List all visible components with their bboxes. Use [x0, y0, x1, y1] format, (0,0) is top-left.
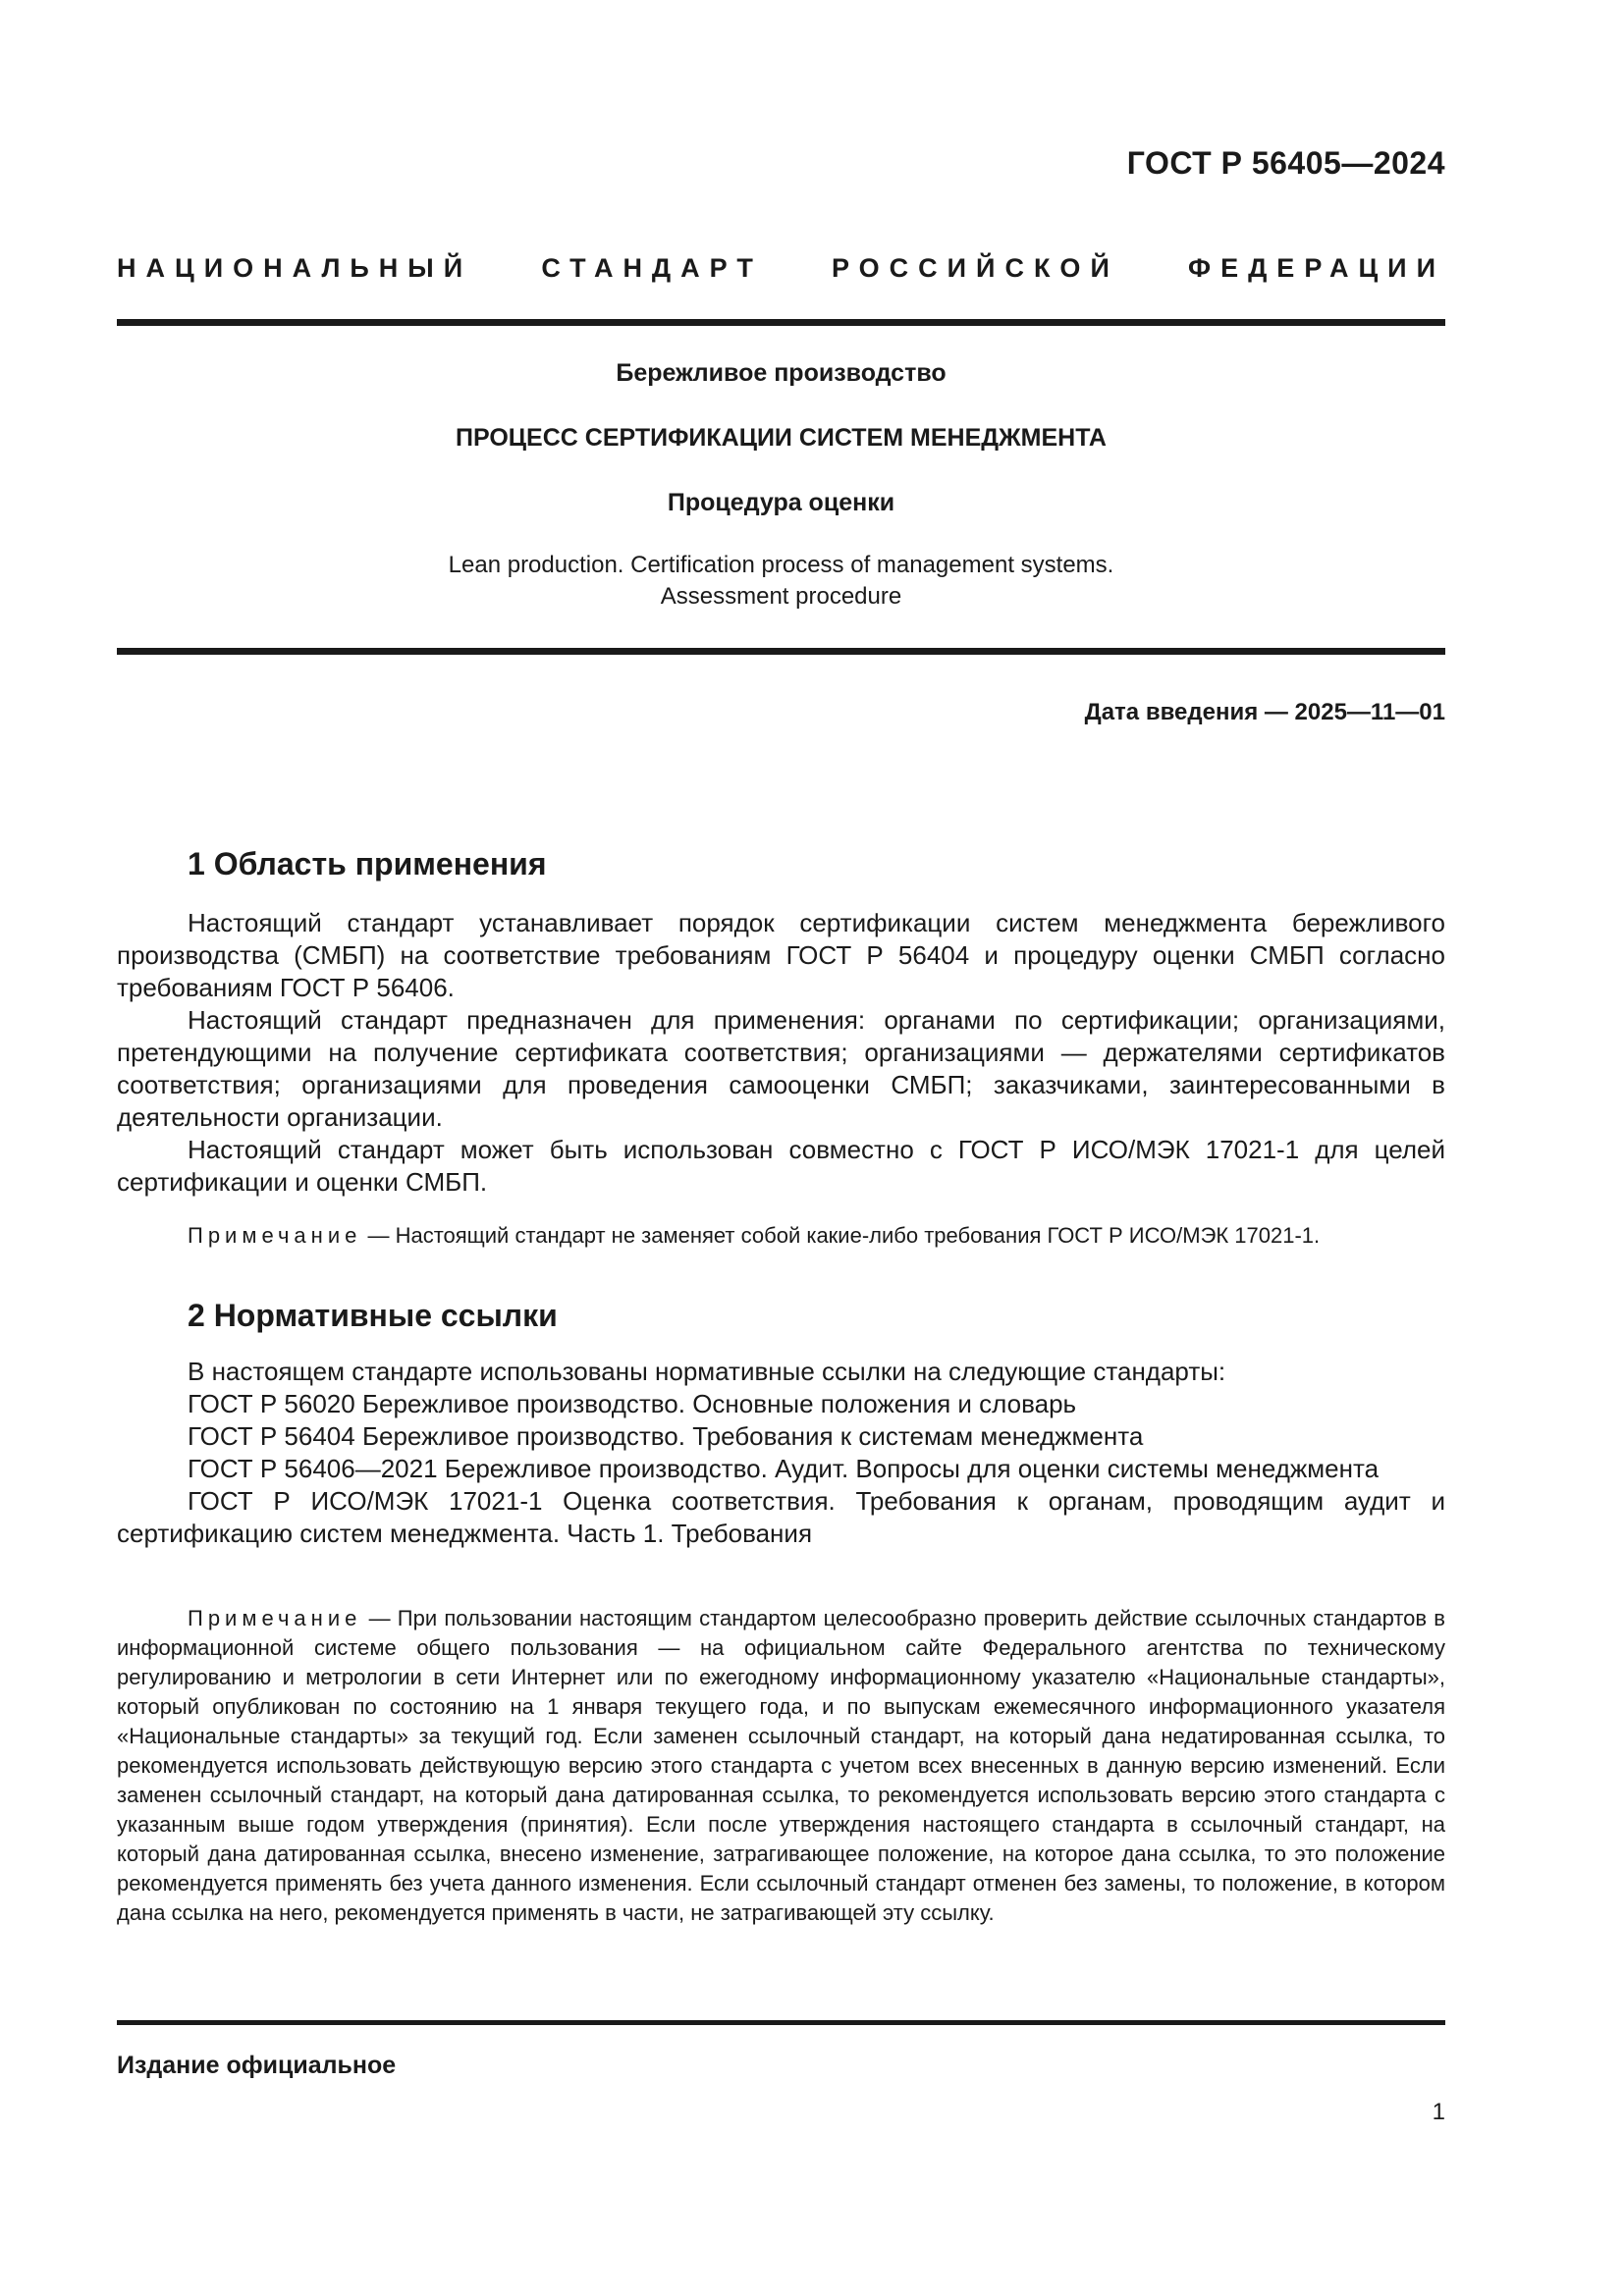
reference-item: ГОСТ Р 56404 Бережливое производство. Требования к системам менеджмента [188, 1421, 1144, 1451]
note-label: Примечание [188, 1223, 362, 1248]
section-1-note [117, 1221, 1445, 1251]
introduction-date: Дата введения — 2025—11—01 [1084, 699, 1445, 725]
title-main: ПРОЦЕСС СЕРТИФИКАЦИИ СИСТЕМ МЕНЕДЖМЕНТА [456, 424, 1107, 452]
page-number: 1 [1432, 2099, 1445, 2125]
section-2-heading: 2 Нормативные ссылки [188, 1298, 558, 1333]
reference-item: ГОСТ Р ИСО/МЭК 17021-1 Оценка соответствия. Требования к органам, проводящим аудит и сертификацию систем менеджмента. Часть 1. Требования [117, 1486, 1445, 1548]
section-2-note [117, 1604, 1445, 1928]
section-2-body [117, 1356, 1445, 1550]
section-1-body [117, 907, 1445, 1199]
note-text: — При пользовании настоящим стандартом целесообразно проверить действие ссылочных стандартов в информационной системе общего пользования — на официальном сайте Федерального агентства по техническому регулированию и метрологии в сети Интернет или по ежегодному информационному указателю «Национальные стандарты», который опубликован по состоянию на 1 января текущего года, и по выпускам ежемесячного информационного указателя «Национальные стандарты» за текущий год. Если заменен ссылочный стандарт, на который дана недатированная ссылка, то рекомендуется использовать действующую версию этого стандарта с учетом всех внесенных в данную версию изменений. Если заменен ссылочный стандарт, на который дана датированная ссылка, то рекомендуется использовать версию этого стандарта с указанным выше годом утверждения (принятия). Если после утверждения настоящего стандарта в ссылочный стандарт, на который дана датированная ссылка, внесено изменение, затрагивающее положение, на которое дана ссылка, то это положение рекомендуется применять без учета данного изменения. Если ссылочный стандарт отменен без замены, то положение, в котором дана ссылка на него, рекомендуется применять в части, не затрагивающей эту ссылку. [117, 1606, 1445, 1925]
paragraph: Настоящий стандарт предназначен для применения: органами по сертификации; организациями, претендующими на получение сертификата соответствия; организациями — держателями сертификатов соответствия; организациями для проведения самооценки СМБП; заказчиками, заинтересованными в деятельности организации. [117, 1005, 1445, 1132]
national-standard-banner: НАЦИОНАЛЬНЫЙ СТАНДАРТ РОССИЙСКОЙ ФЕДЕРАЦИИ [117, 253, 1445, 283]
reference-item: ГОСТ Р 56020 Бережливое производство. Основные положения и словарь [188, 1389, 1077, 1418]
note-text: — Настоящий стандарт не заменяет собой какие-либо требования ГОСТ Р ИСО/МЭК 17021-1. [361, 1223, 1321, 1248]
top-rule [117, 319, 1445, 326]
footer-rule [117, 2020, 1445, 2025]
reference-item: ГОСТ Р 56406—2021 Бережливое производство. Аудит. Вопросы для оценки системы менеджмента [188, 1454, 1380, 1483]
title-bottom-rule [117, 648, 1445, 655]
title-part: Процедура оценки [667, 489, 895, 516]
title-subject: Бережливое производство [616, 359, 947, 387]
document-page [117, 0, 1445, 2296]
note-label: Примечание [188, 1606, 362, 1630]
paragraph: В настоящем стандарте использованы нормативные ссылки на следующие стандарты: [188, 1357, 1226, 1386]
english-title [117, 550, 1445, 613]
paragraph: Настоящий стандарт может быть использован совместно с ГОСТ Р ИСО/МЭК 17021-1 для целей сертификации и оценки СМБП. [117, 1135, 1445, 1197]
english-title-line-1: Lean production. Certification process of management systems. [448, 552, 1114, 578]
paragraph: Настоящий стандарт устанавливает порядок сертификации систем менеджмента бережливого производства (СМБП) на соответствие требованиям ГОСТ Р 56404 и процедуру оценки СМБП согласно требованиям ГОСТ Р 56406. [117, 908, 1445, 1002]
section-1-heading: 1 Область применения [188, 846, 547, 881]
document-code: ГОСТ Р 56405—2024 [1126, 145, 1445, 181]
edition-label: Издание официальное [117, 2052, 397, 2079]
english-title-line-2: Assessment procedure [660, 583, 902, 610]
